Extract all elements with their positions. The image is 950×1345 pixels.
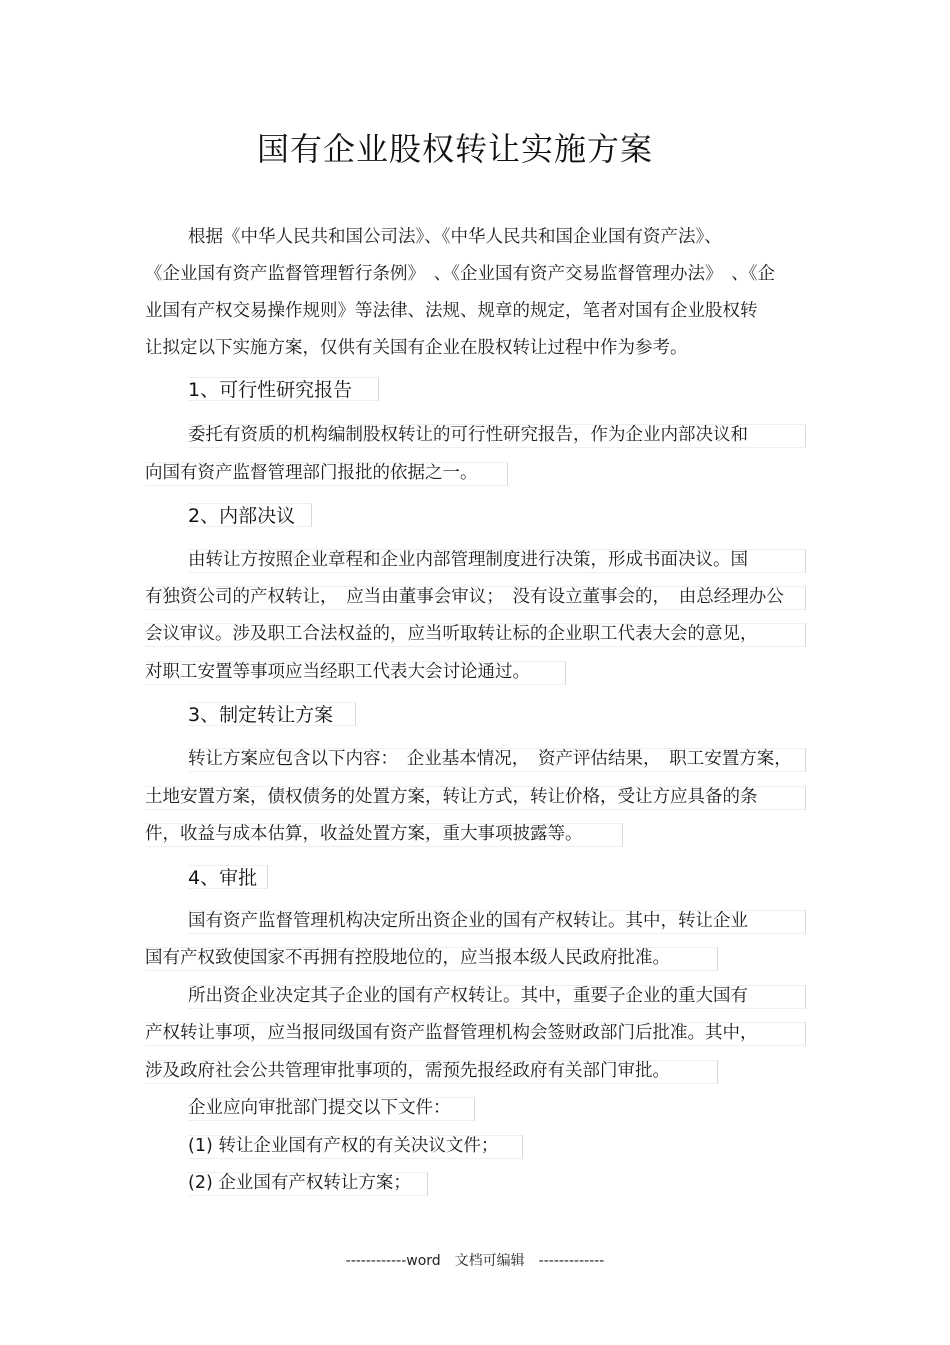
section-line: 对职工安置等事项应当经职工代表大会讨论通过。 [145,662,530,682]
guide-mark [188,1135,523,1159]
section-heading: 3、制定转让方案 [188,704,334,726]
section-line: 转让方案应包含以下内容： 企业基本情况， 资产评估结果， 职工安置方案， [188,749,792,769]
section-heading: 1、可行性研究报告 [188,379,353,401]
section-line: 会议审议。涉及职工合法权益的，应当听取转让标的企业职工代表大会的意见， [145,624,758,644]
page-footer: ------------word 文档可编辑 ------------- [345,1253,605,1269]
section-line: 土地安置方案，债权债务的处置方案，转让方式，转让价格，受让方应具备的条 [145,787,758,807]
guide-mark [188,503,312,527]
guide-mark [188,985,806,1009]
document-title: 国有企业股权转让实施方案 [256,130,653,168]
files-intro: 企业应向审批部门提交以下文件： [188,1098,451,1118]
file-item: (2) 企业国有产权转让方案； [188,1173,411,1193]
guide-mark [145,661,566,685]
guide-mark [188,1097,475,1121]
section-line: 涉及政府社会公共管理审批事项的，需预先报经政府有关部门审批。 [145,1061,670,1081]
section-line: 国有资产监督管理机构决定所出资企业的国有产权转让。其中，转让企业 [188,911,748,931]
section-line: 由转让方按照企业章程和企业内部管理制度进行决策，形成书面决议。国 [188,550,748,570]
section-heading: 2、内部决议 [188,505,296,527]
intro-line: 业国有产权交易操作规则》等法律、法规、规章的规定，笔者对国有企业股权转 [145,301,758,321]
guide-mark [188,865,268,889]
intro-line: 《企业国有资产监督管理暂行条例》 、《企业国有资产交易监督管理办法》 、《企 [145,264,775,284]
guide-mark [145,947,718,971]
guide-mark [145,586,806,610]
section-line: 有独资公司的产权转让， 应当由董事会审议； 没有设立董事会的， 由总经理办公 [145,587,784,607]
guide-mark [145,823,623,847]
guide-mark [145,623,806,647]
file-item: (1) 转让企业国有产权的有关决议文件； [188,1136,499,1156]
guide-mark [188,377,379,401]
guide-mark [145,462,508,486]
guide-mark [188,910,806,934]
section-line: 产权转让事项，应当报同级国有资产监督管理机构会签财政部门后批准。其中， [145,1023,758,1043]
guide-mark [188,549,806,573]
guide-mark [188,748,806,772]
guide-mark [145,1060,718,1084]
intro-line: 根据《中华人民共和国公司法》、《中华人民共和国企业国有资产法》、 [188,227,722,247]
section-line: 委托有资质的机构编制股权转让的可行性研究报告，作为企业内部决议和 [188,425,748,445]
guide-mark [145,1022,806,1046]
section-line: 国有产权致使国家不再拥有控股地位的，应当报本级人民政府批准。 [145,948,670,968]
intro-line: 让拟定以下实施方案，仅供有关国有企业在股权转让过程中作为参考。 [145,338,688,358]
guide-mark [145,786,806,810]
section-heading: 4、审批 [188,867,258,889]
guide-mark [188,1172,428,1196]
guide-mark [188,702,356,726]
section-line: 件，收益与成本估算，收益处置方案，重大事项披露等。 [145,824,583,844]
section-line: 向国有资产监督管理部门报批的依据之一。 [145,463,478,483]
section-line: 所出资企业决定其子企业的国有产权转让。其中，重要子企业的重大国有 [188,986,748,1006]
guide-mark [188,424,806,448]
